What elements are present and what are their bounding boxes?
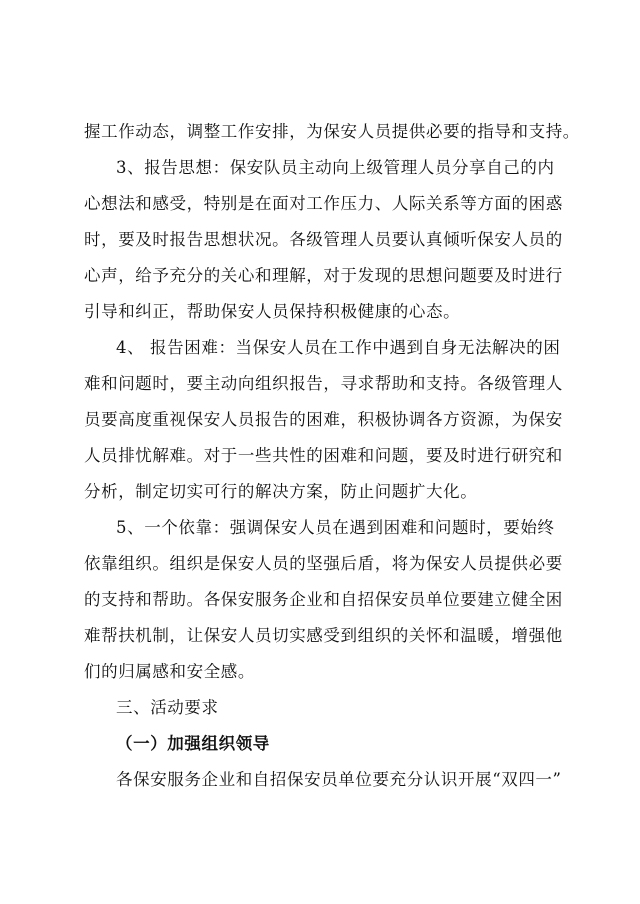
paragraph-line: 人员排忧解难。对于一些共性的困难和问题，要及时进行研究和: [84, 446, 563, 465]
paragraph-line: 难和问题时，要主动向组织报告，寻求帮助和支持。各级管理人: [84, 374, 563, 393]
section-heading: 三、活动要求: [116, 698, 219, 717]
paragraph-line: 员要高度重视保安人员报告的困难，积极协调各方资源，为保安: [84, 410, 563, 429]
paragraph-line: 各保安服务企业和自招保安员单位要充分认识开展“双四一”: [116, 770, 562, 789]
paragraph-line: 握工作动态，调整工作安排，为保安人员提供必要的指导和支持。: [84, 122, 580, 141]
paragraph-line: 分析，制定切实可行的解决方案，防止问题扩大化。: [84, 482, 478, 501]
paragraph-line: 心声，给予充分的关心和理解，对于发现的思想问题要及时进行: [84, 266, 563, 285]
paragraph-line: 心想法和感受，特别是在面对工作压力、人际关系等方面的困惑: [84, 194, 563, 213]
paragraph-line: 引导和纠正，帮助保安人员保持积极健康的心态。: [84, 302, 461, 321]
paragraph-line: 时，要及时报告思想状况。各级管理人员要认真倾听保安人员的: [84, 230, 563, 249]
paragraph-line: 们的归属感和安全感。: [84, 662, 255, 681]
paragraph-line: 难帮扶机制，让保安人员切实感受到组织的关怀和温暖，增强他: [84, 626, 563, 645]
paragraph-line: 的支持和帮助。各保安服务企业和自招保安员单位要建立健全困: [84, 590, 563, 609]
paragraph-line: 依靠组织。组织是保安人员的坚强后盾，将为保安人员提供必要: [84, 554, 563, 573]
paragraph-line: 4、 报告困难：当保安人员在工作中遇到自身无法解决的困: [116, 338, 561, 357]
paragraph-line: 5、一个依靠：强调保安人员在遇到困难和问题时，要始终: [116, 518, 555, 537]
paragraph-line: 3、报告思想：保安队员主动向上级管理人员分享自己的内: [116, 158, 555, 177]
subsection-heading: （一）加强组织领导: [116, 734, 270, 753]
